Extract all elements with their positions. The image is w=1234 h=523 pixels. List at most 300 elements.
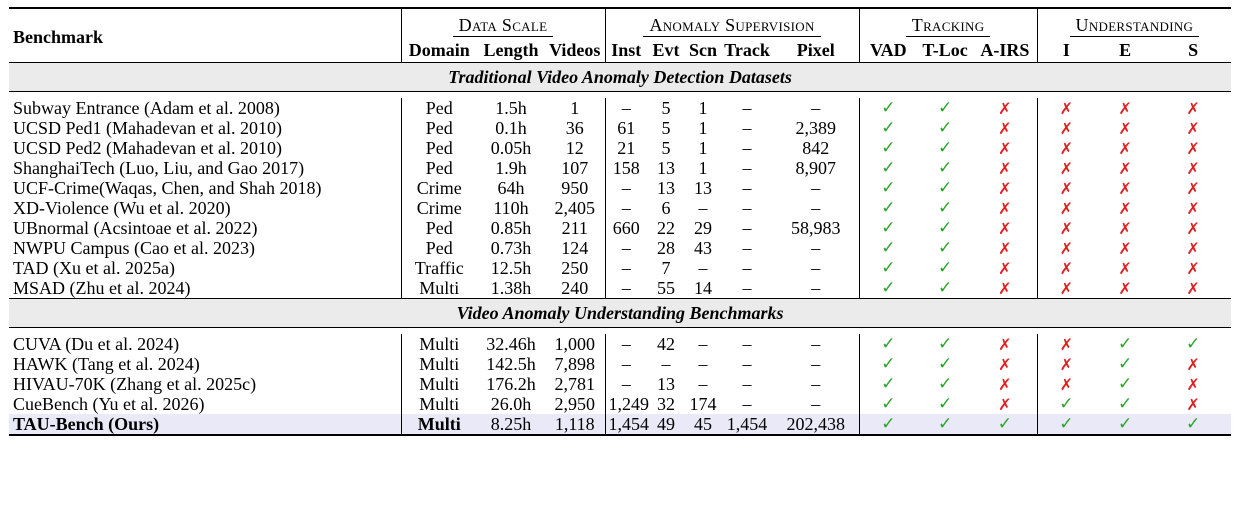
cross-icon: ✗: [1186, 98, 1200, 118]
s-cross-icon: [1155, 394, 1231, 414]
e-cross-icon: [1095, 238, 1155, 258]
pixel-cell: –: [773, 334, 859, 354]
section-header-row: [9, 299, 1231, 328]
col-header-scn: Scn: [685, 38, 721, 63]
s-cross-icon: [1155, 218, 1231, 238]
cross-icon: ✗: [1059, 138, 1074, 158]
cross-icon: ✗: [1118, 238, 1132, 258]
length-cell: 0.05h: [490, 137, 532, 158]
benchmark-name-cell: UBnormal (Acsintoae et al. 2022): [13, 217, 258, 238]
track-cell: –: [742, 333, 752, 354]
check-icon: ✓: [881, 278, 896, 298]
airs-cross-icon: [973, 374, 1037, 394]
scn-cell: –: [698, 197, 708, 218]
evt-cell: 5: [661, 137, 671, 158]
track-cell: 1,454: [721, 414, 773, 435]
cross-icon: ✗: [998, 218, 1012, 238]
i-cross-icon: [1037, 178, 1095, 198]
cross-icon: ✗: [1059, 98, 1074, 118]
pixel-cell: –: [773, 374, 859, 394]
pixel-cell: –: [773, 258, 859, 278]
e-cross-icon: [1095, 158, 1155, 178]
length-cell: 26.0h: [490, 393, 532, 414]
scn-cell: –: [698, 257, 708, 278]
evt-cell: –: [661, 353, 671, 374]
e-cross-icon: [1095, 178, 1155, 198]
check-icon: ✓: [937, 178, 953, 198]
pixel-cell: 2,389: [773, 118, 859, 138]
check-icon: ✓: [937, 394, 953, 414]
domain-cell: Multi: [401, 354, 477, 374]
col-header-evt: Evt: [647, 38, 685, 63]
cross-icon: ✗: [1186, 218, 1200, 238]
evt-cell: 6: [661, 197, 671, 218]
length-cell: 12.5h: [490, 257, 532, 278]
i-cross-icon: [1037, 354, 1095, 374]
videos-cell: 1,118: [545, 414, 605, 435]
scn-cell: –: [698, 353, 708, 374]
e-cross-icon: [1095, 218, 1155, 238]
pixel-cell: 8,907: [773, 158, 859, 178]
cross-icon: ✗: [1059, 354, 1074, 374]
s-cross-icon: [1155, 354, 1231, 374]
col-header-s: S: [1155, 38, 1231, 63]
check-icon: ✓: [937, 238, 953, 258]
track-cell: –: [742, 137, 752, 158]
cross-icon: ✗: [1059, 334, 1074, 354]
check-icon: ✓: [1117, 394, 1133, 414]
i-cross-icon: [1037, 158, 1095, 178]
table-row: [9, 258, 1231, 278]
check-icon: ✓: [1117, 414, 1133, 434]
vad-check-icon: [859, 198, 917, 218]
table-row: [9, 354, 1231, 374]
check-icon: ✓: [937, 138, 953, 158]
vad-check-icon: [859, 178, 917, 198]
benchmark-name-cell: XD-Violence (Wu et al. 2020): [13, 197, 231, 218]
airs-cross-icon: [973, 258, 1037, 278]
track-cell: –: [742, 373, 752, 394]
check-icon: ✓: [881, 258, 896, 278]
length-cell: 1.38h: [490, 277, 532, 298]
cross-icon: ✗: [1059, 238, 1074, 258]
evt-cell: 49: [647, 414, 685, 435]
inst-cell: –: [621, 257, 631, 278]
pixel-cell: –: [773, 278, 859, 299]
cross-icon: ✗: [998, 238, 1012, 258]
evt-cell: 7: [661, 257, 671, 278]
pixel-cell: –: [773, 178, 859, 198]
benchmark-name-cell: HIVAU-70K (Zhang et al. 2025c): [13, 373, 257, 394]
airs-cross-icon: [973, 394, 1037, 414]
cross-icon: ✗: [998, 334, 1012, 354]
col-header-airs: A-IRS: [973, 38, 1037, 63]
table-row: [9, 414, 1231, 435]
group-label-understanding: Understanding: [1070, 15, 1200, 37]
length-cell: 1.9h: [495, 157, 527, 178]
check-icon: ✓: [881, 334, 896, 354]
benchmark-name-cell: Subway Entrance (Adam et al. 2008): [13, 97, 280, 118]
inst-cell: –: [621, 353, 631, 374]
s-cross-icon: [1155, 198, 1231, 218]
length-cell: 0.85h: [490, 217, 532, 238]
tloc-check-icon: [917, 238, 973, 258]
i-cross-icon: [1037, 238, 1095, 258]
tloc-check-icon: [917, 394, 973, 414]
check-icon: ✓: [937, 354, 953, 374]
cross-icon: ✗: [1059, 118, 1074, 138]
cross-icon: ✗: [998, 374, 1012, 394]
track-cell: –: [742, 157, 752, 178]
airs-cross-icon: [973, 138, 1037, 158]
cross-icon: ✗: [1186, 158, 1200, 178]
s-cross-icon: [1155, 238, 1231, 258]
videos-cell: 240: [545, 278, 605, 299]
evt-cell: 13: [657, 373, 676, 394]
cross-icon: ✗: [998, 178, 1012, 198]
inst-cell: –: [621, 277, 631, 298]
section-title: Traditional Video Anomaly Detection Datasets: [9, 63, 1231, 92]
e-cross-icon: [1095, 138, 1155, 158]
benchmark-name-cell: TAU-Bench (Ours): [9, 414, 401, 435]
pixel-cell: –: [773, 98, 859, 118]
vad-check-icon: [859, 394, 917, 414]
benchmark-name-cell: HAWK (Tang et al. 2024): [13, 353, 200, 374]
inst-cell: –: [621, 333, 631, 354]
table-row: [9, 238, 1231, 258]
check-icon: ✓: [937, 414, 953, 434]
videos-cell: 36: [545, 118, 605, 138]
e-cross-icon: [1095, 278, 1155, 299]
airs-cross-icon: [973, 238, 1037, 258]
videos-cell: 2,405: [545, 198, 605, 218]
length-cell: 176.2h: [486, 373, 536, 394]
s-cross-icon: [1155, 178, 1231, 198]
e-cross-icon: [1095, 118, 1155, 138]
track-cell: –: [742, 197, 752, 218]
table-row: [9, 198, 1231, 218]
evt-cell: 28: [657, 237, 676, 258]
domain-cell: Ped: [401, 158, 477, 178]
inst-cell: –: [621, 237, 631, 258]
cross-icon: ✗: [1118, 218, 1132, 238]
evt-cell: 42: [657, 333, 676, 354]
benchmark-name-cell: UCSD Ped2 (Mahadevan et al. 2010): [13, 137, 282, 158]
check-icon: ✓: [937, 158, 953, 178]
track-cell: –: [742, 353, 752, 374]
inst-cell: –: [621, 97, 631, 118]
cross-icon: ✗: [1059, 258, 1074, 278]
domain-cell: Multi: [401, 394, 477, 414]
inst-cell: 660: [612, 217, 640, 238]
length-cell: 0.73h: [490, 237, 532, 258]
check-icon: ✓: [937, 374, 953, 394]
tloc-check-icon: [917, 258, 973, 278]
s-cross-icon: [1155, 118, 1231, 138]
cross-icon: ✗: [1118, 98, 1132, 118]
check-icon: ✓: [937, 198, 953, 218]
pixel-cell: 58,983: [773, 218, 859, 238]
cross-icon: ✗: [998, 354, 1012, 374]
cross-icon: ✗: [998, 258, 1012, 278]
videos-cell: 2,781: [545, 374, 605, 394]
airs-check-icon: [973, 414, 1037, 435]
check-icon: ✓: [881, 118, 896, 138]
scn-cell: –: [698, 333, 708, 354]
domain-cell: Ped: [401, 98, 477, 118]
scn-cell: 1: [698, 117, 708, 138]
inst-cell: –: [621, 197, 631, 218]
check-icon: ✓: [1185, 334, 1201, 354]
domain-cell: Ped: [401, 118, 477, 138]
videos-cell: 12: [545, 138, 605, 158]
s-check-icon: [1155, 414, 1231, 435]
benchmark-name-cell: UCSD Ped1 (Mahadevan et al. 2010): [13, 117, 282, 138]
inst-cell: 1,249: [608, 393, 650, 414]
e-check-icon: [1095, 394, 1155, 414]
evt-cell: 13: [657, 157, 676, 178]
cross-icon: ✗: [1186, 178, 1200, 198]
cross-icon: ✗: [1118, 178, 1132, 198]
col-header-length: Length: [477, 38, 545, 63]
airs-cross-icon: [973, 278, 1037, 299]
table-row: [9, 158, 1231, 178]
vad-check-icon: [859, 278, 917, 299]
check-icon: ✓: [937, 98, 953, 118]
scn-cell: 1: [698, 137, 708, 158]
check-icon: ✓: [1117, 354, 1133, 374]
cross-icon: ✗: [1118, 278, 1132, 298]
domain-cell: Traffic: [401, 258, 477, 278]
tloc-check-icon: [917, 414, 973, 435]
cross-icon: ✗: [998, 118, 1012, 138]
check-icon: ✓: [881, 354, 896, 374]
track-cell: –: [742, 277, 752, 298]
check-icon: ✓: [1117, 334, 1133, 354]
cross-icon: ✗: [1059, 198, 1074, 218]
check-icon: ✓: [937, 278, 953, 298]
domain-cell: Crime: [401, 178, 477, 198]
videos-cell: 950: [545, 178, 605, 198]
i-cross-icon: [1037, 138, 1095, 158]
scn-cell: 174: [689, 393, 717, 414]
tloc-check-icon: [917, 158, 973, 178]
benchmark-name-cell: TAD (Xu et al. 2025a): [13, 257, 176, 278]
check-icon: ✓: [881, 158, 896, 178]
scn-cell: 14: [694, 277, 713, 298]
scn-cell: –: [698, 373, 708, 394]
length-cell: 8.25h: [477, 414, 545, 435]
inst-cell: –: [621, 177, 631, 198]
videos-cell: 250: [545, 258, 605, 278]
pixel-cell: –: [773, 354, 859, 374]
vad-check-icon: [859, 118, 917, 138]
vad-check-icon: [859, 414, 917, 435]
table-body: [9, 63, 1231, 436]
check-icon: ✓: [1117, 374, 1133, 394]
inst-cell: 61: [617, 117, 636, 138]
tloc-check-icon: [917, 278, 973, 299]
length-cell: 1.5h: [495, 97, 527, 118]
cross-icon: ✗: [998, 98, 1012, 118]
airs-cross-icon: [973, 198, 1037, 218]
evt-cell: 5: [661, 117, 671, 138]
check-icon: ✓: [881, 138, 896, 158]
table-row: [9, 118, 1231, 138]
check-icon: ✓: [881, 178, 896, 198]
col-header-tloc: T-Loc: [917, 38, 973, 63]
scn-cell: 29: [694, 217, 713, 238]
e-check-icon: [1095, 334, 1155, 354]
inst-cell: –: [621, 373, 631, 394]
evt-cell: 5: [661, 97, 671, 118]
cross-icon: ✗: [1186, 138, 1200, 158]
check-icon: ✓: [1059, 414, 1074, 434]
scn-cell: 43: [694, 237, 713, 258]
tloc-check-icon: [917, 98, 973, 118]
check-icon: ✓: [881, 394, 896, 414]
cross-icon: ✗: [998, 158, 1012, 178]
table-header: [9, 8, 1231, 63]
tloc-check-icon: [917, 334, 973, 354]
check-icon: ✓: [881, 98, 896, 118]
length-cell: 64h: [497, 177, 525, 198]
cross-icon: ✗: [1186, 278, 1200, 298]
check-icon: ✓: [881, 414, 896, 434]
vad-check-icon: [859, 374, 917, 394]
cross-icon: ✗: [1118, 198, 1132, 218]
table-row: [9, 394, 1231, 414]
length-cell: 32.46h: [486, 333, 536, 354]
s-cross-icon: [1155, 158, 1231, 178]
col-header-benchmark: Benchmark: [9, 8, 401, 63]
table-row: [9, 374, 1231, 394]
check-icon: ✓: [881, 238, 896, 258]
cross-icon: ✗: [1118, 258, 1132, 278]
s-cross-icon: [1155, 374, 1231, 394]
cross-icon: ✗: [1059, 374, 1074, 394]
check-icon: ✓: [881, 218, 896, 238]
benchmark-name-cell: MSAD (Zhu et al. 2024): [13, 277, 191, 298]
s-cross-icon: [1155, 98, 1231, 118]
check-icon: ✓: [937, 258, 953, 278]
vad-check-icon: [859, 98, 917, 118]
check-icon: ✓: [997, 414, 1012, 434]
pixel-cell: 202,438: [773, 414, 859, 435]
videos-cell: 1: [545, 98, 605, 118]
cross-icon: ✗: [1118, 158, 1132, 178]
cross-icon: ✗: [1186, 258, 1200, 278]
airs-cross-icon: [973, 354, 1037, 374]
cross-icon: ✗: [1186, 198, 1200, 218]
cross-icon: ✗: [1186, 238, 1200, 258]
i-check-icon: [1037, 414, 1095, 435]
col-header-track: Track: [721, 38, 773, 63]
group-label-tracking: Tracking: [906, 15, 991, 37]
check-icon: ✓: [1059, 394, 1074, 414]
vad-check-icon: [859, 258, 917, 278]
i-cross-icon: [1037, 98, 1095, 118]
check-icon: ✓: [881, 374, 896, 394]
tloc-check-icon: [917, 354, 973, 374]
benchmark-name-cell: CUVA (Du et al. 2024): [13, 333, 180, 354]
group-header-anomaly-supervision: [605, 8, 859, 38]
vad-check-icon: [859, 218, 917, 238]
cross-icon: ✗: [1186, 118, 1200, 138]
inst-cell: 158: [612, 157, 640, 178]
cross-icon: ✗: [1186, 374, 1200, 394]
videos-cell: 211: [545, 218, 605, 238]
tloc-check-icon: [917, 218, 973, 238]
col-header-pixel: Pixel: [773, 38, 859, 63]
check-icon: ✓: [937, 218, 953, 238]
track-cell: –: [742, 217, 752, 238]
tloc-check-icon: [917, 138, 973, 158]
cross-icon: ✗: [1186, 394, 1200, 414]
track-cell: –: [742, 257, 752, 278]
pixel-cell: –: [773, 198, 859, 218]
table-row: [9, 178, 1231, 198]
cross-icon: ✗: [1059, 218, 1074, 238]
i-cross-icon: [1037, 258, 1095, 278]
pixel-cell: –: [773, 238, 859, 258]
scn-cell: 1: [698, 97, 708, 118]
length-cell: 0.1h: [495, 117, 527, 138]
benchmark-name-cell: ShanghaiTech (Luo, Liu, and Gao 2017): [13, 157, 305, 178]
videos-cell: 107: [545, 158, 605, 178]
airs-cross-icon: [973, 98, 1037, 118]
cross-icon: ✗: [998, 138, 1012, 158]
length-cell: 110h: [493, 197, 529, 218]
track-cell: –: [742, 393, 752, 414]
cross-icon: ✗: [1118, 138, 1132, 158]
vad-check-icon: [859, 238, 917, 258]
table-row: [9, 98, 1231, 118]
length-cell: 142.5h: [486, 353, 536, 374]
track-cell: –: [742, 97, 752, 118]
cross-icon: ✗: [998, 278, 1012, 298]
vad-check-icon: [859, 158, 917, 178]
cross-icon: ✗: [1059, 158, 1074, 178]
benchmark-name-cell: NWPU Campus (Cao et al. 2023): [13, 237, 255, 258]
group-label-data-scale: Data Scale: [453, 15, 554, 37]
scn-cell: 1: [698, 157, 708, 178]
i-cross-icon: [1037, 278, 1095, 299]
evt-cell: 55: [657, 277, 676, 298]
inst-cell: 1,454: [605, 414, 647, 435]
videos-cell: 1,000: [545, 334, 605, 354]
track-cell: –: [742, 177, 752, 198]
check-icon: ✓: [881, 198, 896, 218]
domain-cell: Multi: [401, 414, 477, 435]
airs-cross-icon: [973, 118, 1037, 138]
scn-cell: 45: [685, 414, 721, 435]
videos-cell: 7,898: [545, 354, 605, 374]
col-header-vad: VAD: [859, 38, 917, 63]
s-cross-icon: [1155, 138, 1231, 158]
section-header-row: [9, 63, 1231, 92]
evt-cell: 22: [657, 217, 676, 238]
check-icon: ✓: [937, 118, 953, 138]
group-header-data-scale: [401, 8, 605, 38]
table-row: [9, 334, 1231, 354]
i-cross-icon: [1037, 334, 1095, 354]
e-cross-icon: [1095, 198, 1155, 218]
s-cross-icon: [1155, 278, 1231, 299]
i-cross-icon: [1037, 374, 1095, 394]
cross-icon: ✗: [1059, 278, 1074, 298]
group-header-understanding: [1037, 8, 1231, 38]
